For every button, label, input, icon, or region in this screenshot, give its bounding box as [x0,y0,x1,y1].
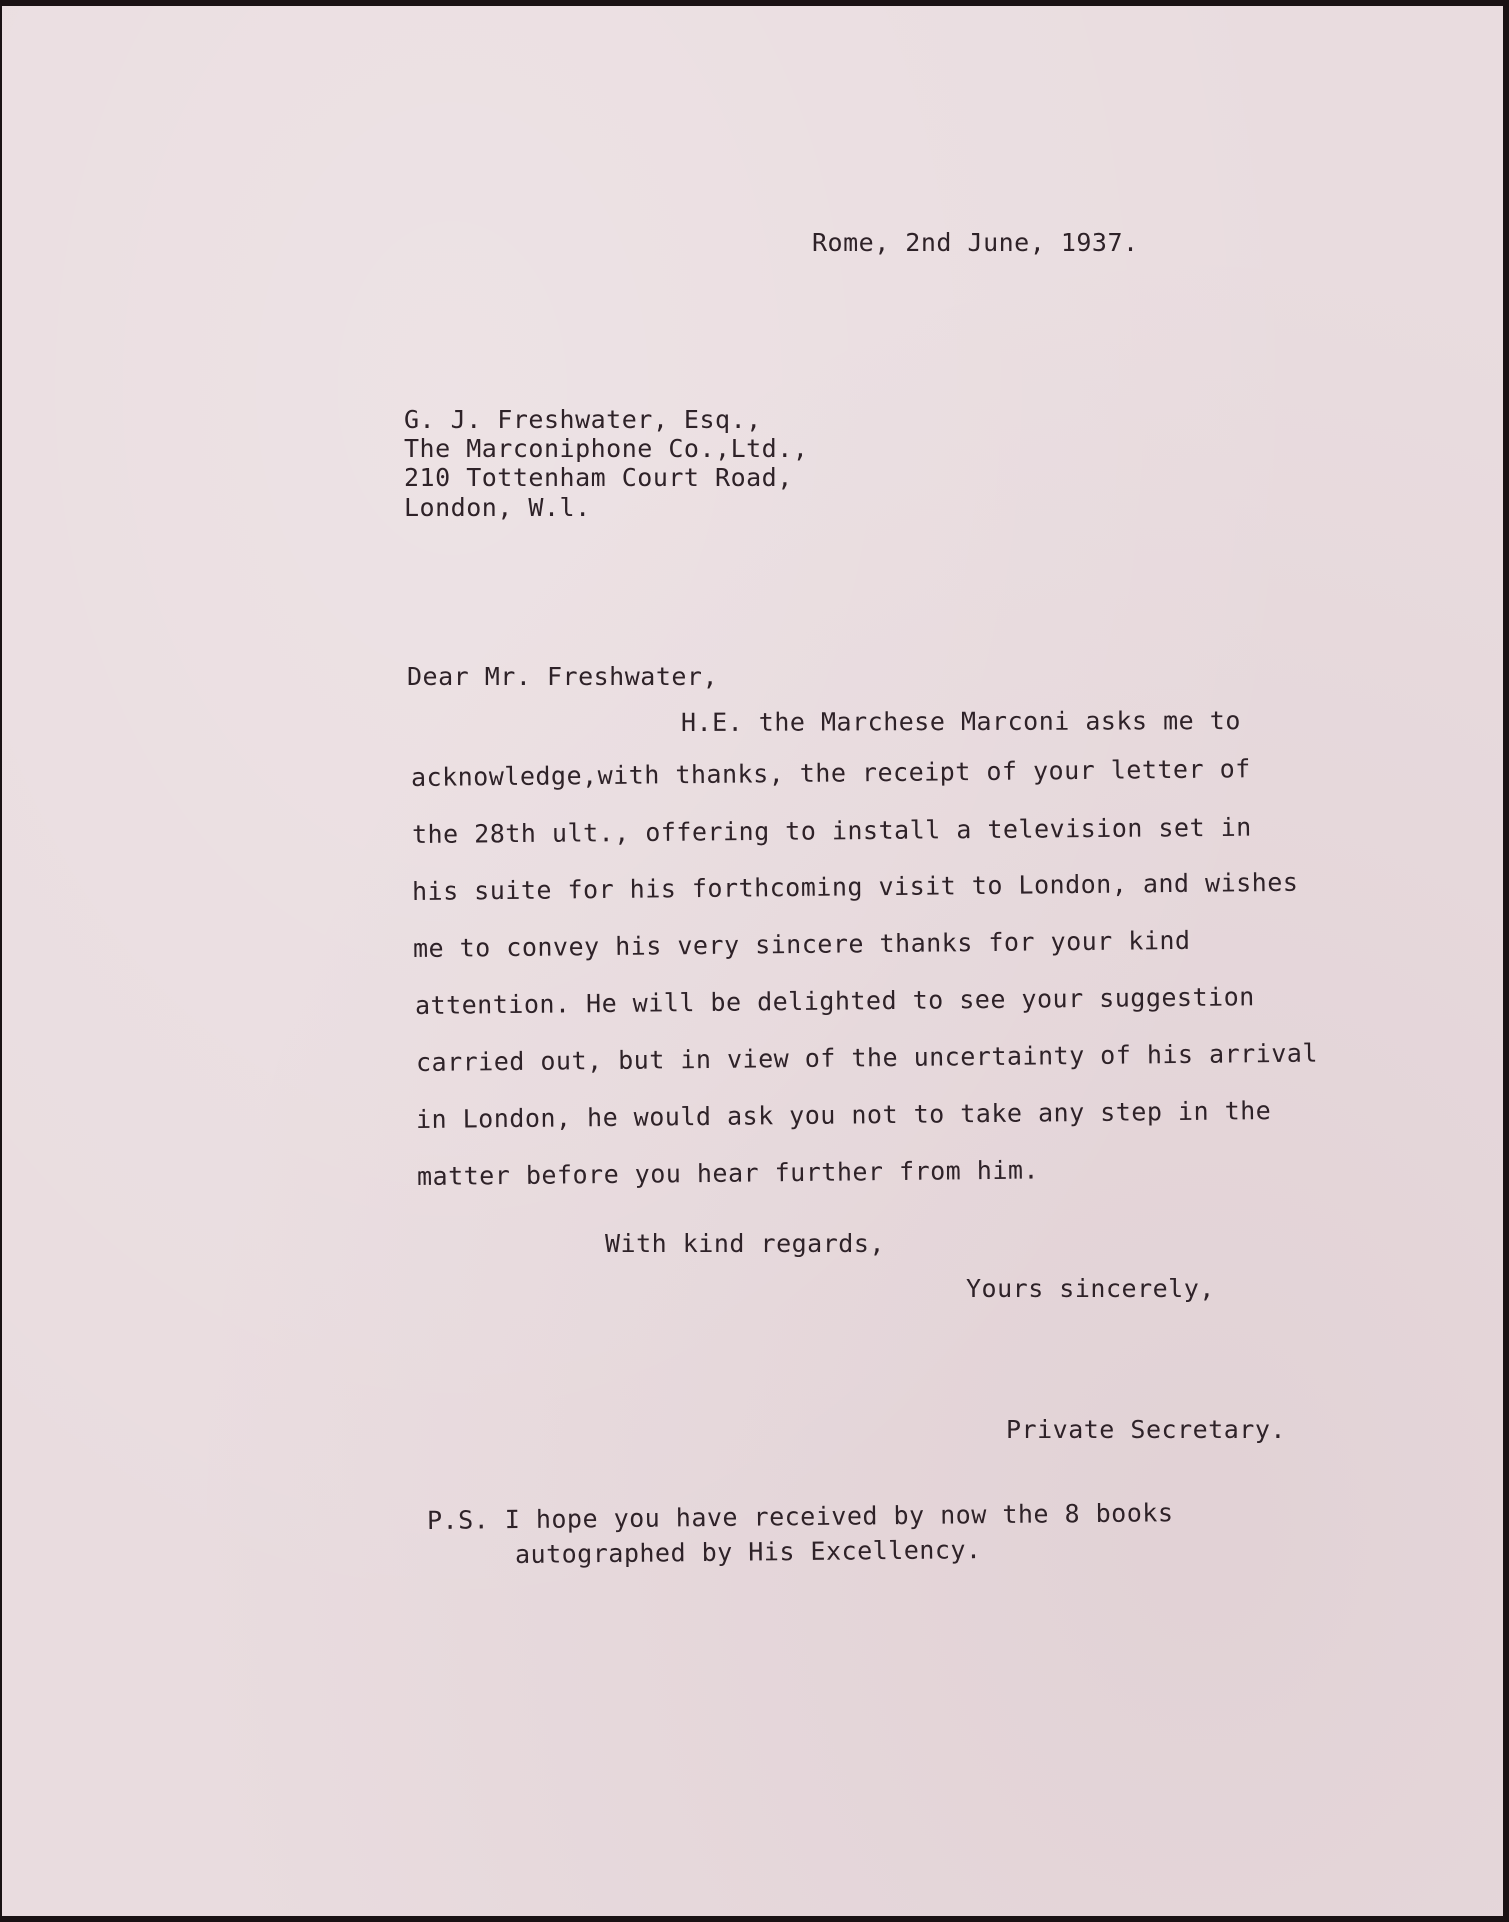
closing-line: Yours sincerely, [966,1274,1215,1303]
recipient-line: London, W.l. [404,493,591,522]
signatory-title: Private Secretary. [1006,1415,1286,1444]
regards-line: With kind regards, [605,1229,885,1258]
recipient-line: 210 Tottenham Court Road, [404,463,793,492]
letter-page [2,6,1503,1916]
body-line: matter before you hear further from him. [416,1155,1040,1191]
letterhead-bleed-through [322,1654,1182,1764]
body-line: carried out, but in view of the uncertainty of his arrival [415,1038,1319,1077]
body-line: in London, he would ask you not to take any step in the [415,1096,1272,1134]
salutation: Dear Mr. Freshwater, [407,662,719,691]
recipient-line: G. J. Freshwater, Esq., [404,405,762,434]
body-line: his suite for his forthcoming visit to London, and wishes [411,867,1299,906]
recipient-line: The Marconiphone Co.,Ltd., [404,434,809,463]
body-line: the 28th ult., offering to install a television set in [411,812,1252,849]
body-line: me to convey his very sincere thanks for your kind [412,925,1191,963]
body-line: acknowledge,with thanks, the receipt of your letter of [410,754,1251,792]
postscript-line: autographed by His Excellency. [514,1535,982,1569]
dateline: Rome, 2nd June, 1937. [812,228,1139,257]
body-line: attention. He will be delighted to see your suggestion [414,982,1255,1020]
body-line: H.E. the Marchese Marconi asks me to [680,706,1241,737]
postscript-line: P.S. I hope you have received by now the 8 books [426,1498,1174,1535]
